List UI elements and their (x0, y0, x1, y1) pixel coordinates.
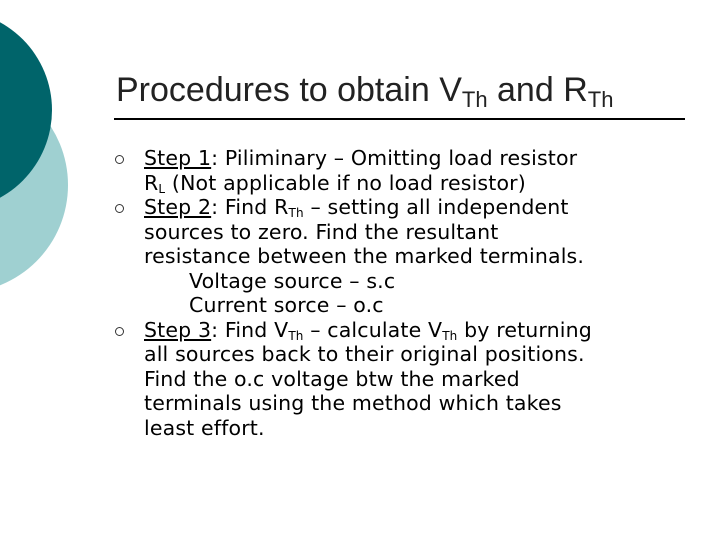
step-3-line-1: Step 3: Find $V_{Th}$ – calculate $V_{Th}$ by returning (144, 317, 592, 343)
bullet-circle (115, 327, 124, 336)
step-2-sub-item-voltage: Voltage source – s.c (189, 268, 396, 293)
step-3 (115, 318, 695, 441)
step-2-line-2: sources to zero. Find the resultant (144, 219, 499, 244)
step-3-line-4: terminals using the method which takes (144, 391, 562, 415)
decorative-circles (0, 0, 120, 300)
step-1-label: Step 1 (144, 146, 212, 170)
step-2-label: Step 2 (144, 195, 212, 219)
step-3-line-3: Find the o.c voltage btw the marked (144, 366, 520, 391)
step-1-line-1: Step 1: Piliminary – Omitting load resistor (144, 146, 578, 170)
step-2-line-3: resistance between the marked terminals. (144, 244, 585, 268)
step-3-line-2: all sources back to their original positions. (144, 342, 585, 366)
slide-title: Procedures to obtain $V_{Th}$ and $R_{Th}$ (116, 71, 614, 112)
step-3-label: Step 3 (144, 317, 212, 342)
step-2 (115, 195, 695, 318)
step-2-sub-item-current: Current sorce – o.c (189, 293, 384, 317)
bullet-circle (115, 204, 124, 213)
step-3-line-5: least effort. (144, 415, 265, 440)
step-1-line-2: $R_L$ (Not applicable if no load resistor) (144, 170, 526, 196)
step-list (115, 146, 695, 440)
bullet-circle (115, 155, 124, 164)
step-1 (115, 146, 695, 195)
step-2-line-1: Step 2: Find $R_{Th}$ – setting all independent (144, 195, 569, 220)
title-underline (114, 118, 685, 120)
